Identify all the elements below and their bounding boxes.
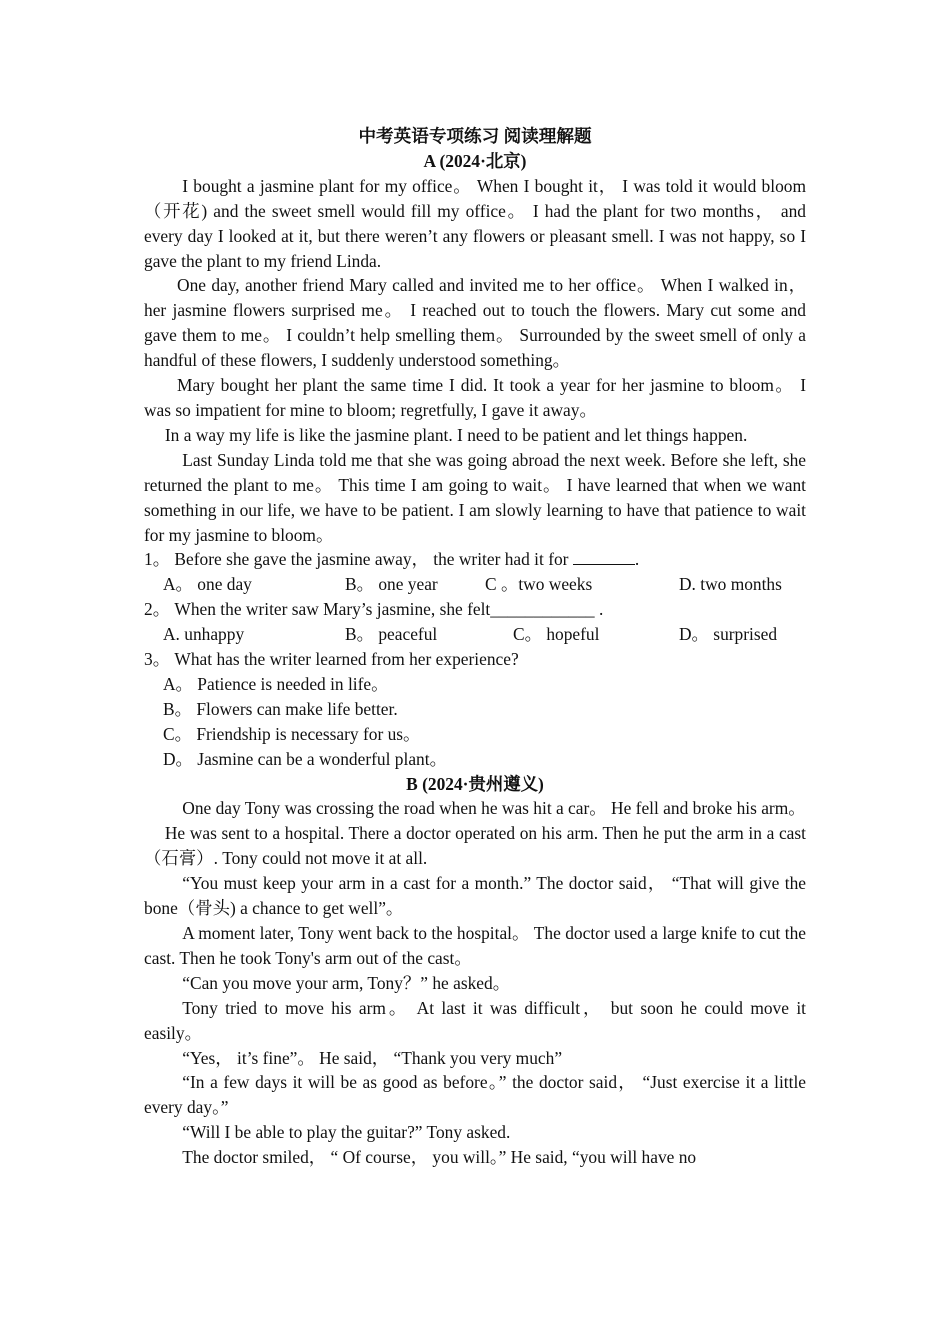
question-3: 3。 What has the writer learned from her experience? bbox=[144, 649, 519, 670]
answer-blank bbox=[573, 550, 635, 565]
section-a-heading: A (2024·北京) bbox=[423, 150, 527, 171]
passage-b-paragraph: A moment later, Tony went back to the hospital。 The doctor used a large knife to cut the cast. Then he took Tony's arm out of the cast。 bbox=[144, 923, 806, 968]
option-d: D。 surprised bbox=[679, 624, 778, 645]
passage-b-paragraph: “You must keep your arm in a cast for a month.” The doctor said， “That will give the bone（骨头) a chance to get well”。 bbox=[144, 873, 806, 919]
passage-b-paragraph: “Will I be able to play the guitar?” Tony asked. bbox=[182, 1122, 511, 1143]
question-2-options bbox=[144, 622, 806, 647]
question-1-options bbox=[144, 572, 806, 597]
passage-b-paragraph: The doctor smiled， “ Of course， you will。” He said, “you will have no bbox=[182, 1147, 697, 1168]
passage-b-paragraph: One day Tony was crossing the road when he was hit a car。 He fell and broke his arm。 bbox=[182, 798, 806, 819]
question-1 bbox=[144, 547, 806, 572]
passage-b-paragraph: “Can you move your arm, Tony？” he asked。 bbox=[182, 972, 511, 993]
passage-b-paragraph: “In a few days it will be as good as before。” the doctor said， “Just exercise it a little every day。” bbox=[144, 1072, 806, 1118]
option-b: B。 one year bbox=[345, 574, 438, 595]
question-2: 2。 When the writer saw Mary’s jasmine, she felt____________ . bbox=[144, 599, 604, 620]
option-d: D. two months bbox=[679, 574, 782, 595]
page-title: 中考英语专项练习 阅读理解题 bbox=[358, 126, 592, 146]
option-c: C 。two weeks bbox=[485, 574, 593, 595]
option-a: A。 one day bbox=[163, 574, 252, 595]
option-c: C。 Friendship is necessary for us。 bbox=[163, 723, 421, 744]
option-c: C。 hopeful bbox=[513, 624, 600, 645]
option-b: B。 peaceful bbox=[345, 624, 438, 645]
option-a: A。 Patience is needed in life。 bbox=[163, 673, 389, 694]
section-b-heading: B (2024·贵州遵义) bbox=[406, 773, 544, 794]
passage-b-paragraph: Tony tried to move his arm。 At last it was difficult， but soon he could move it easily。 bbox=[144, 997, 806, 1043]
question-1-stem: 1。 Before she gave the jasmine away， the writer had it for bbox=[144, 549, 569, 570]
passage-b-paragraph: He was sent to a hospital. There a doctor operated on his arm. Then he put the arm in a cast（石膏）. Tony could not move it at all. bbox=[144, 823, 806, 869]
option-d: D。 Jasmine can be a wonderful plant。 bbox=[163, 748, 447, 769]
document-page bbox=[144, 124, 806, 1170]
passage-a-paragraph: Last Sunday Linda told me that she was going abroad the next week. Before she left, she returned the plant to me。 This time I am going to wait。 I have learned that when we want something in our life, we have to be patient. I am slowly learning to have that patience to wait for my jasmine to bloom。 bbox=[144, 449, 806, 545]
passage-a-paragraph: One day, another friend Mary called and invited me to her office。 When I walked in， her jasmine flowers surprised me。 I reached out to touch the flowers. Mary cut some and gave them to me。 I couldn’t help smelling them。 Surrounded by the sweet smell of only a handful of these flowers, I suddenly understood something。 bbox=[144, 275, 806, 371]
passage-a-paragraph: In a way my life is like the jasmine plant. I need to be patient and let things happen. bbox=[164, 424, 748, 445]
passage-a-paragraph: I bought a jasmine plant for my office。 When I bought it， I was told it would bloom（开花) and the sweet smell would fill my office。 I had the plant for two months， and every day I looked at it, but there weren’t any flowers or pleasant smell. I was not happy, so I gave the plant to my friend Linda. bbox=[144, 175, 806, 271]
question-1-period: . bbox=[634, 549, 640, 570]
option-b: B。 Flowers can make life better. bbox=[163, 698, 398, 719]
passage-a-paragraph: Mary bought her plant the same time I did. It took a year for her jasmine to bloom。 I was so impatient for mine to bloom; regretfully, I gave it away。 bbox=[144, 375, 806, 420]
option-a: A. unhappy bbox=[163, 624, 245, 645]
passage-b-paragraph: “Yes， it’s fine”。 He said， “Thank you very much” bbox=[182, 1047, 563, 1068]
